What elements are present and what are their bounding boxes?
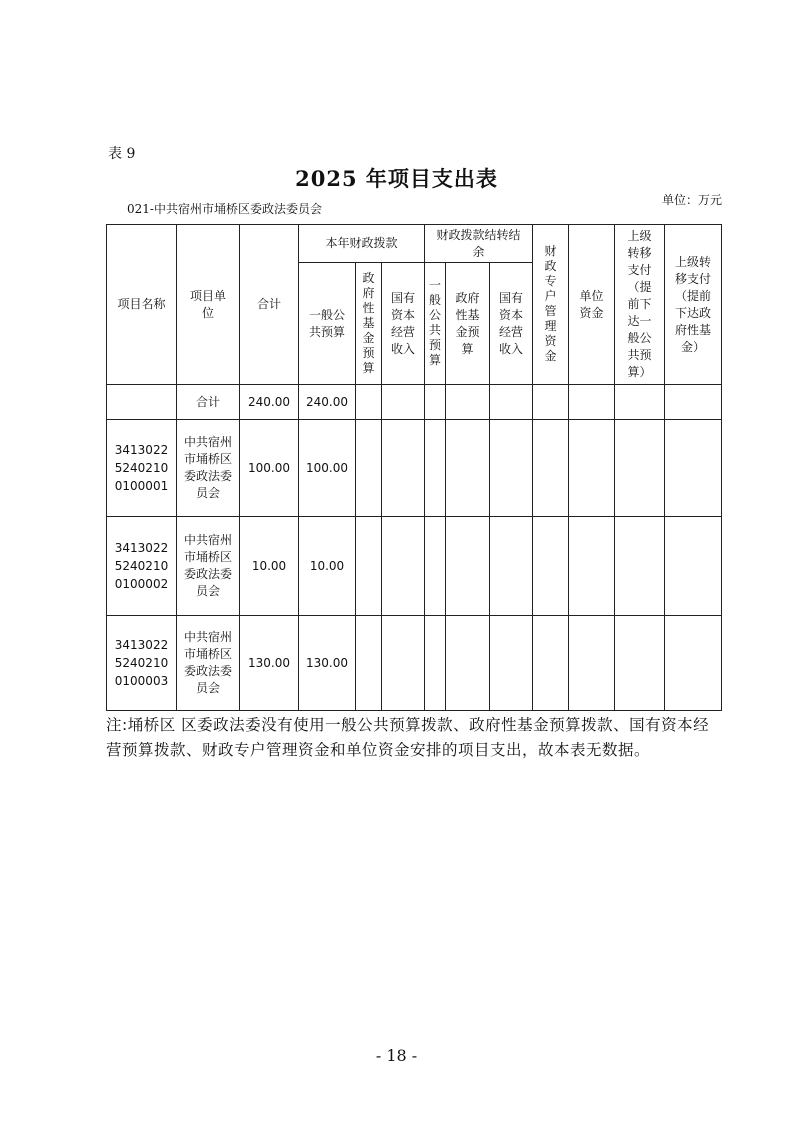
row-total: 130.00 <box>240 616 299 711</box>
table-number-label: 表 9 <box>108 146 136 162</box>
header-general-budget: 一般公共预算 <box>299 263 356 385</box>
header-total: 合计 <box>240 225 299 385</box>
page-title: 2025 年项目支出表 <box>295 166 498 191</box>
header-state-capital: 国有资本经营收入 <box>382 263 425 385</box>
total-label: 合计 <box>177 385 240 420</box>
project-code: 341302252402100100002 <box>107 517 177 616</box>
header-carry-state-capital: 国有资本经营收入 <box>490 263 533 385</box>
header-upper-transfer-gov-fund: 上级转移支付（提前下达政府性基金） <box>665 225 722 385</box>
header-gov-fund: 政府性基金预算 <box>356 263 382 385</box>
header-carry-general: 一般公共预算 <box>425 263 446 385</box>
project-unit: 中共宿州市埇桥区委政法委员会 <box>177 517 240 616</box>
total-general-budget: 240.00 <box>299 385 356 420</box>
header-row-1 <box>107 225 722 263</box>
total-amount: 240.00 <box>240 385 299 420</box>
table-row <box>107 420 722 517</box>
header-upper-transfer-general: 上级转移支付（提前下达一般公共预算） <box>615 225 665 385</box>
header-fiscal-special: 财政专户管理资金 <box>533 225 569 385</box>
header-project-unit: 项目单位 <box>177 225 240 385</box>
unit-label: 单位：万元 <box>661 193 722 207</box>
row-total: 100.00 <box>240 420 299 517</box>
header-project-name: 项目名称 <box>107 225 177 385</box>
table-row <box>107 517 722 616</box>
department-name: 021-中共宿州市埇桥区委政法委员会 <box>127 202 322 216</box>
project-unit: 中共宿州市埇桥区委政法委员会 <box>177 616 240 711</box>
header-carry-gov-fund: 政府性基金预算 <box>446 263 490 385</box>
table-row <box>107 616 722 711</box>
row-general-budget: 100.00 <box>299 420 356 517</box>
project-unit: 中共宿州市埇桥区委政法委员会 <box>177 420 240 517</box>
project-code: 341302252402100100001 <box>107 420 177 517</box>
row-total: 10.00 <box>240 517 299 616</box>
header-unit-funds: 单位资金 <box>569 225 615 385</box>
project-code: 341302252402100100003 <box>107 616 177 711</box>
header-carryover: 财政拨款结转结余 <box>425 225 533 263</box>
header-current-year-appropriation: 本年财政拨款 <box>299 225 425 263</box>
page-number: - 18 - <box>375 1046 418 1065</box>
project-expenditure-table <box>106 224 722 711</box>
row-general-budget: 130.00 <box>299 616 356 711</box>
total-row <box>107 385 722 420</box>
row-general-budget: 10.00 <box>299 517 356 616</box>
table-note: 注:埇桥区 区委政法委没有使用一般公共预算拨款、政府性基金预算拨款、国有资本经营预算拨款、财政专户管理资金和单位资金安排的项目支出，故本表无数据。 <box>106 716 710 759</box>
